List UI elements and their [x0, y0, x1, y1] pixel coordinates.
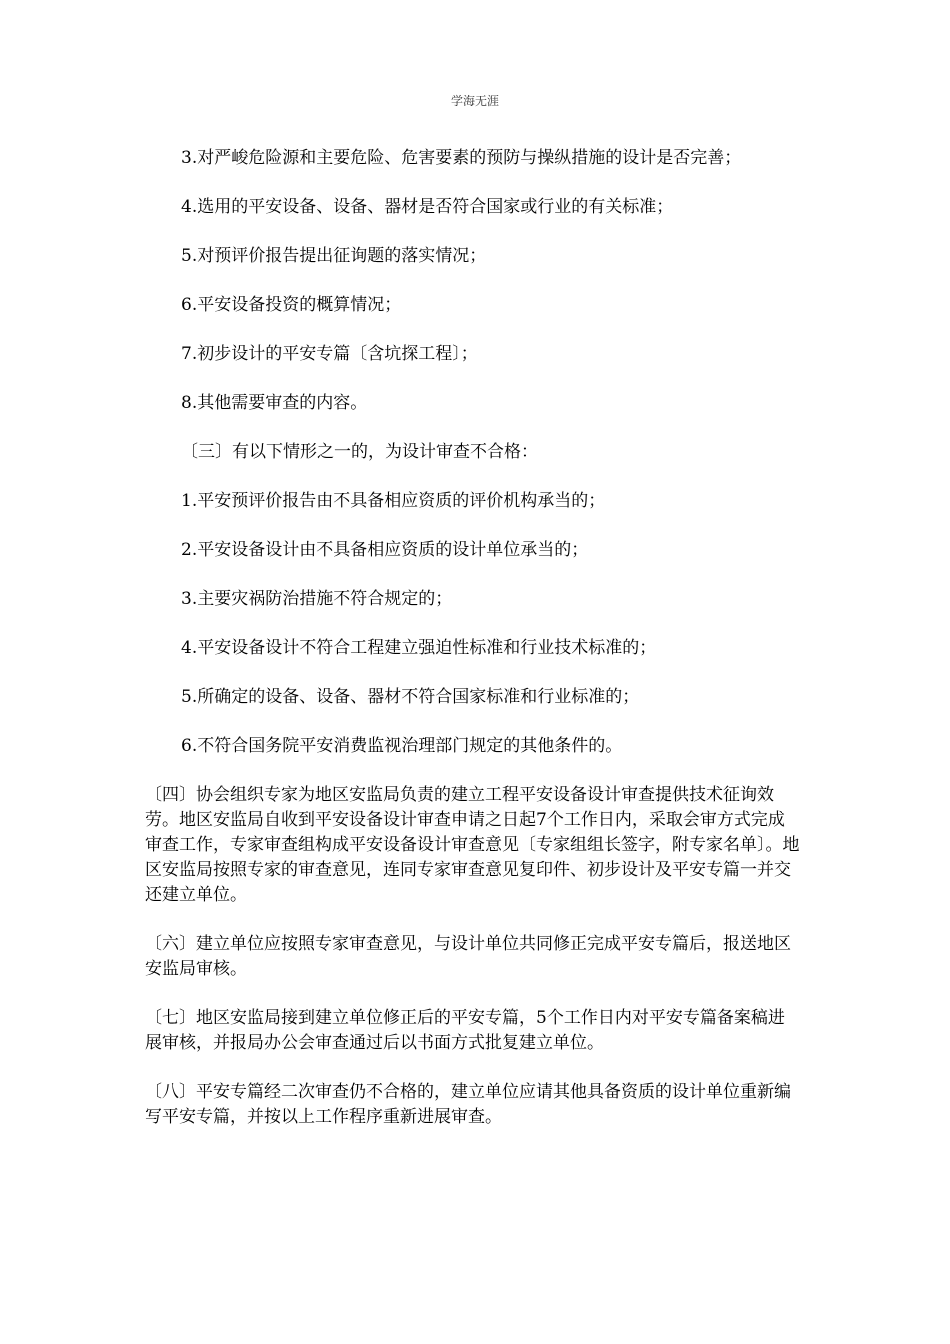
paragraph-fail-1: 1.平安预评价报告由不具备相应资质的评价机构承当的； — [181, 491, 606, 511]
paragraph-item-4: 4.选用的平安设备、设备、器材是否符合国家或行业的有关标准； — [181, 197, 674, 217]
paragraph-item-7: 7.初步设计的平安专篇〔含坑探工程〕； — [181, 344, 478, 364]
section-6-paragraph: 〔六〕建立单位应按照专家审查意见，与设计单位共同修正完成平安专篇后，报送地区安监局审核。 — [145, 934, 791, 979]
paragraph-fail-4: 4.平安设备设计不符合工程建立强迫性标准和行业技术标准的； — [181, 638, 657, 658]
section-8-paragraph: 〔八〕平安专篇经二次审查仍不合格的，建立单位应请其他具备资质的设计单位重新编写平安专篇，并按以上工作程序重新进展审查。 — [145, 1082, 791, 1127]
paragraph-fail-6: 6.不符合国务院平安消费监视治理部门规定的其他条件的。 — [181, 736, 623, 756]
paragraph-fail-2: 2.平安设备设计由不具备相应资质的设计单位承当的； — [181, 540, 589, 560]
paragraph-item-3: 3.对严峻危险源和主要危险、危害要素的预防与操纵措施的设计是否完善； — [181, 148, 742, 168]
paragraph-item-6: 6.平安设备投资的概算情况； — [181, 295, 402, 315]
document-body — [145, 146, 800, 1154]
paragraph-item-8: 8.其他需要审查的内容。 — [181, 393, 368, 413]
paragraph-fail-5: 5.所确定的设备、设备、器材不符合国家标准和行业标准的； — [181, 687, 640, 707]
paragraph-fail-3: 3.主要灾祸防治措施不符合规定的； — [181, 589, 453, 609]
section-heading-3: 〔三〕有以下情形之一的，为设计审查不合格： — [181, 442, 538, 462]
page-header: 学海无涯 — [450, 94, 499, 108]
section-4-paragraph: 〔四〕协会组织专家为地区安监局负责的建立工程平安设备设计审查提供技术征询效劳。地区安监局自收到平安设备设计审查申请之日起7个工作日内，采取会审方式完成审查工作，专家审查组构成平安设备设计审查意见〔专家组组长签字，附专家名单〕。地区安监局按照专家的审查意见，连同专家审查意见复印件、初步设计及平安专篇一并交还建立单位。 — [145, 785, 800, 905]
section-7-paragraph: 〔七〕地区安监局接到建立单位修正后的平安专篇，5个工作日内对平安专篇备案稿进展审核，并报局办公会审查通过后以书面方式批复建立单位。 — [145, 1008, 785, 1053]
paragraph-item-5: 5.对预评价报告提出征询题的落实情况； — [181, 246, 487, 266]
